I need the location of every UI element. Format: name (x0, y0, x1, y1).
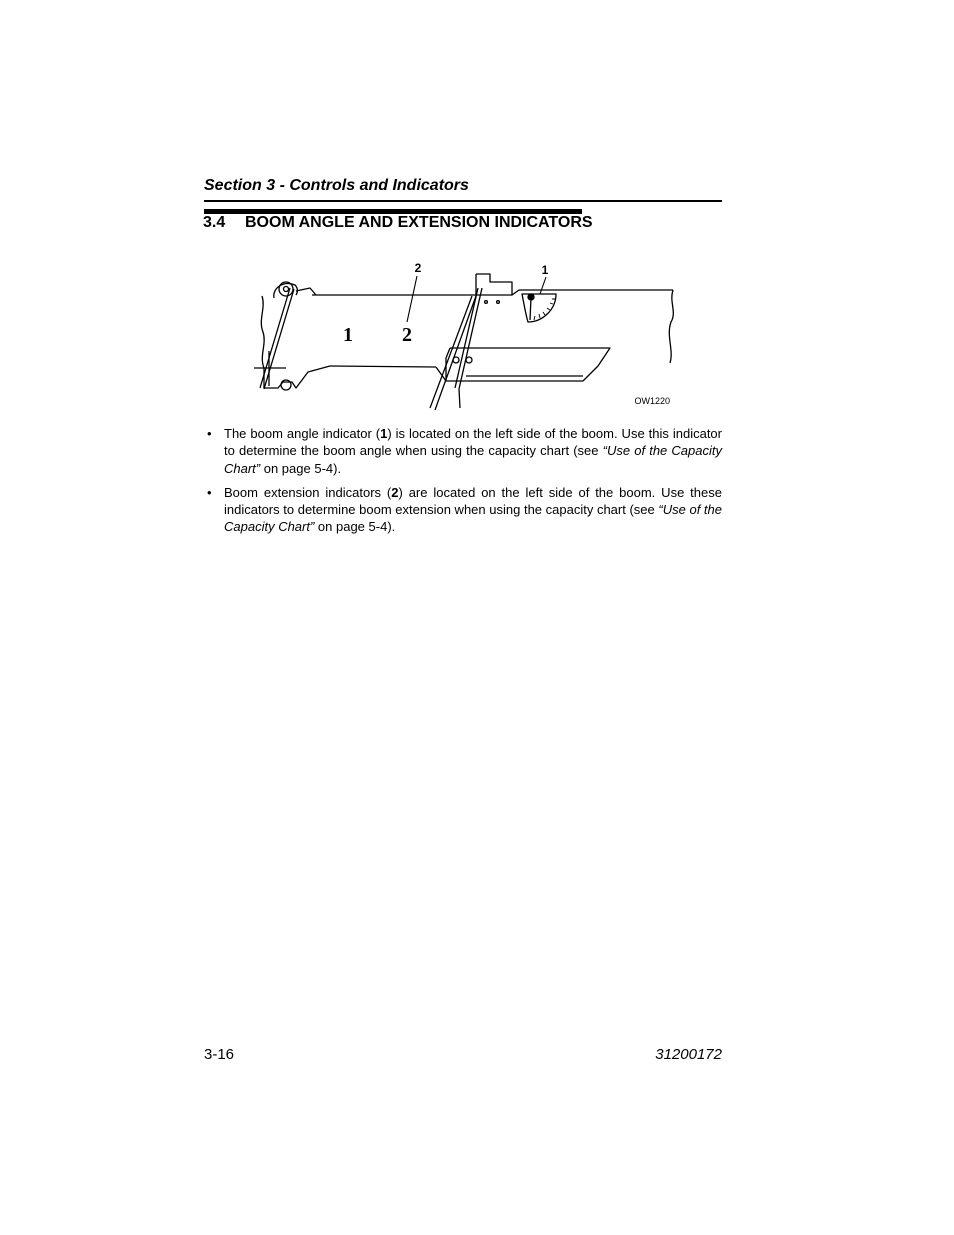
document-number: 31200172 (655, 1046, 722, 1063)
callout-2: 2 (414, 261, 422, 275)
cross-reference: “Use of the Capacity Chart” (224, 443, 723, 476)
bullet-text: The boom angle indicator ( (224, 426, 381, 441)
bullet-text: Boom extension indicators ( (224, 484, 392, 500)
section-title-text: BOOM ANGLE AND EXTENSION INDICATORS (245, 214, 593, 231)
bullet-text: on page 5-4). (314, 519, 396, 535)
boom-illustration (250, 258, 682, 410)
bullet-bold-ref: 2 (391, 484, 399, 500)
bullet-icon: • (207, 484, 212, 500)
list-item-boom-extension (204, 484, 722, 536)
list-item-boom-angle (204, 425, 722, 477)
page-number: 3-16 (204, 1046, 235, 1063)
cross-reference: “Use of the Capacity Chart” (224, 502, 722, 535)
section-title (203, 214, 593, 232)
callout-1: 1 (541, 263, 549, 277)
bullet-icon: • (207, 426, 212, 441)
bullet-text: on page 5-4). (260, 460, 342, 476)
section-number: 3.4 (203, 214, 226, 231)
figure-id: OW1220 (634, 396, 670, 406)
bullet-text: ) are located on the left side of the boom. Use these indicators to determine boom extension when using the capacity chart (see (224, 484, 722, 518)
header-rule (204, 200, 722, 202)
bullet-list (204, 425, 722, 543)
boom-label-2: 2 (402, 324, 412, 346)
section-header: Section 3 - Controls and Indicators (204, 177, 469, 194)
bullet-text: ) is located on the left side of the boom. Use this indicator to determine the boom angle when using the capacity chart (see (224, 426, 722, 459)
bullet-bold-ref: 1 (380, 426, 388, 441)
boom-label-1: 1 (343, 324, 353, 346)
